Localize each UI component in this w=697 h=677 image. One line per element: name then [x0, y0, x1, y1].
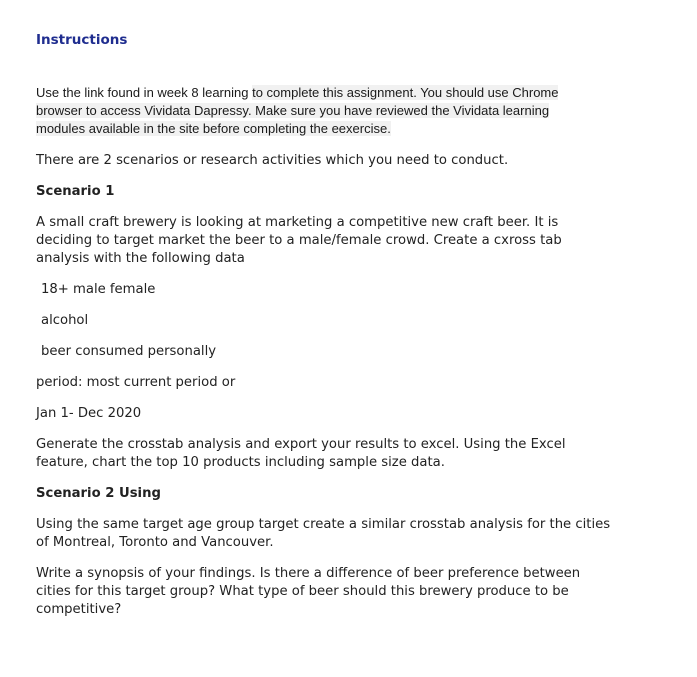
page-title: Instructions [36, 32, 128, 48]
intro-text-part2: to complete this assignment. You should use Chrome browser to access Vividata Dapressy. Make sure you have reviewed the Vividata learning modules available in the site before completing the eexercise. [36, 85, 559, 136]
scenarios-intro: There are 2 scenarios or research activities which you need to conduct. [36, 153, 509, 168]
period-range: Jan 1- Dec 2020 [36, 406, 142, 421]
scenario2-synopsis: Write a synopsis of your findings. Is there a difference of beer preference between cities for this target group? What type of beer should this brewery produce to be competitive? [36, 566, 581, 617]
document-body [36, 32, 611, 619]
scenario1-task: Generate the crosstab analysis and export your results to excel. Using the Excel feature, chart the top 10 products including sample size data. [36, 437, 566, 470]
scenario2-title: Scenario 2 Using [36, 486, 161, 501]
criteria-item: 18+ male female [41, 282, 156, 297]
criteria-item: beer consumed personally [41, 344, 217, 359]
intro-text-part1: Use the link found in week 8 learning [36, 85, 253, 100]
period-label: period: most current period or [36, 375, 236, 390]
criteria-item: alcohol [41, 313, 89, 328]
intro-paragraph [36, 84, 596, 138]
scenario1-title: Scenario 1 [36, 184, 115, 199]
scenario1-description: A small craft brewery is looking at marketing a competitive new craft beer. It is deciding to target market the beer to a male/female crowd. Create a cxross tab analysis with the following data [36, 215, 562, 266]
scenario2-description: Using the same target age group target create a similar crosstab analysis for the cities of Montreal, Toronto and Vancouver. [36, 517, 611, 550]
